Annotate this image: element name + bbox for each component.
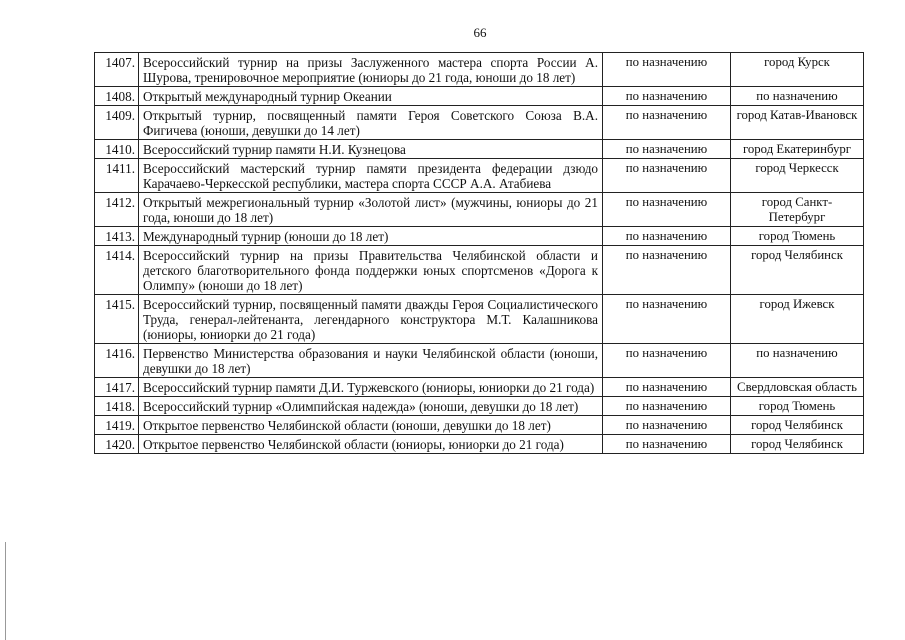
- event-place-cell: город Черкесск: [731, 159, 864, 193]
- event-name-cell: Всероссийский турнир, посвященный памяти дважды Героя Социалистического Труда, генерал-лейтенанта, легендарного конструктора М.Т. Калашникова (юниоры, юниорки до 21 года): [139, 295, 603, 344]
- table-row: [95, 193, 864, 227]
- event-place-cell: город Тюмень: [731, 397, 864, 416]
- event-place-cell: город Челябинск: [731, 416, 864, 435]
- events-table: [94, 52, 864, 454]
- table-row: [95, 416, 864, 435]
- event-place-cell: город Челябинск: [731, 246, 864, 295]
- row-number-cell: 1411.: [95, 159, 139, 193]
- table-row: [95, 397, 864, 416]
- row-number-cell: 1410.: [95, 140, 139, 159]
- row-number-cell: 1414.: [95, 246, 139, 295]
- row-number-cell: 1419.: [95, 416, 139, 435]
- table-row: [95, 53, 864, 87]
- table-row: [95, 435, 864, 454]
- event-name-cell: Всероссийский турнир «Олимпийская надежда» (юноши, девушки до 18 лет): [139, 397, 603, 416]
- row-number-cell: 1420.: [95, 435, 139, 454]
- event-name-cell: Международный турнир (юноши до 18 лет): [139, 227, 603, 246]
- event-place-cell: город Екатеринбург: [731, 140, 864, 159]
- table-row: [95, 344, 864, 378]
- scan-edge-line: [5, 542, 6, 640]
- event-name-cell: Открытое первенство Челябинской области (юниоры, юниорки до 21 года): [139, 435, 603, 454]
- page-number: 66: [473, 25, 487, 40]
- event-name-cell: Всероссийский турнир на призы Правительства Челябинской области и детского благотворительного фонда поддержки юных спортсменов «Дорога к Олимпу» (юноши до 18 лет): [139, 246, 603, 295]
- table-row: [95, 87, 864, 106]
- table-row: [95, 246, 864, 295]
- row-number-cell: 1417.: [95, 378, 139, 397]
- row-number-cell: 1418.: [95, 397, 139, 416]
- table-row: [95, 227, 864, 246]
- events-table-body: [95, 53, 864, 454]
- event-place-cell: город Санкт-Петербург: [731, 193, 864, 227]
- event-date-cell: по назначению: [603, 397, 731, 416]
- event-name-cell: Первенство Министерства образования и науки Челябинской области (юноши, девушки до 18 лет): [139, 344, 603, 378]
- event-name-cell: Открытое первенство Челябинской области (юноши, девушки до 18 лет): [139, 416, 603, 435]
- event-date-cell: по назначению: [603, 193, 731, 227]
- event-date-cell: по назначению: [603, 53, 731, 87]
- row-number-cell: 1413.: [95, 227, 139, 246]
- event-name-cell: Открытый межрегиональный турнир «Золотой лист» (мужчины, юниоры до 21 года, юноши до 18 лет): [139, 193, 603, 227]
- event-place-cell: город Тюмень: [731, 227, 864, 246]
- event-date-cell: по назначению: [603, 227, 731, 246]
- row-number-cell: 1407.: [95, 53, 139, 87]
- event-name-cell: Всероссийский турнир памяти Н.И. Кузнецова: [139, 140, 603, 159]
- event-date-cell: по назначению: [603, 416, 731, 435]
- event-date-cell: по назначению: [603, 344, 731, 378]
- event-date-cell: по назначению: [603, 159, 731, 193]
- event-name-cell: Всероссийский турнир на призы Заслуженного мастера спорта России А. Шурова, тренировочное мероприятие (юниоры до 21 года, юноши до 18 лет): [139, 53, 603, 87]
- event-date-cell: по назначению: [603, 246, 731, 295]
- row-number-cell: 1409.: [95, 106, 139, 140]
- event-name-cell: Всероссийский турнир памяти Д.И. Туржевского (юниоры, юниорки до 21 года): [139, 378, 603, 397]
- event-date-cell: по назначению: [603, 295, 731, 344]
- event-place-cell: город Катав-Ивановск: [731, 106, 864, 140]
- event-name-cell: Открытый турнир, посвященный памяти Героя Советского Союза В.А. Фигичева (юноши, девушки до 14 лет): [139, 106, 603, 140]
- event-name-cell: Открытый международный турнир Океании: [139, 87, 603, 106]
- event-place-cell: по назначению: [731, 87, 864, 106]
- event-place-cell: город Челябинск: [731, 435, 864, 454]
- row-number-cell: 1415.: [95, 295, 139, 344]
- event-date-cell: по назначению: [603, 378, 731, 397]
- event-place-cell: Свердловская область: [731, 378, 864, 397]
- event-place-cell: город Ижевск: [731, 295, 864, 344]
- row-number-cell: 1408.: [95, 87, 139, 106]
- event-date-cell: по назначению: [603, 106, 731, 140]
- table-row: [95, 106, 864, 140]
- table-row: [95, 140, 864, 159]
- table-row: [95, 378, 864, 397]
- event-date-cell: по назначению: [603, 140, 731, 159]
- table-row: [95, 159, 864, 193]
- event-date-cell: по назначению: [603, 87, 731, 106]
- event-place-cell: город Курск: [731, 53, 864, 87]
- event-name-cell: Всероссийский мастерский турнир памяти президента федерации дзюдо Карачаево-Черкесской республики, мастера спорта СССР А.А. Атабиева: [139, 159, 603, 193]
- event-place-cell: по назначению: [731, 344, 864, 378]
- row-number-cell: 1412.: [95, 193, 139, 227]
- row-number-cell: 1416.: [95, 344, 139, 378]
- table-row: [95, 295, 864, 344]
- event-date-cell: по назначению: [603, 435, 731, 454]
